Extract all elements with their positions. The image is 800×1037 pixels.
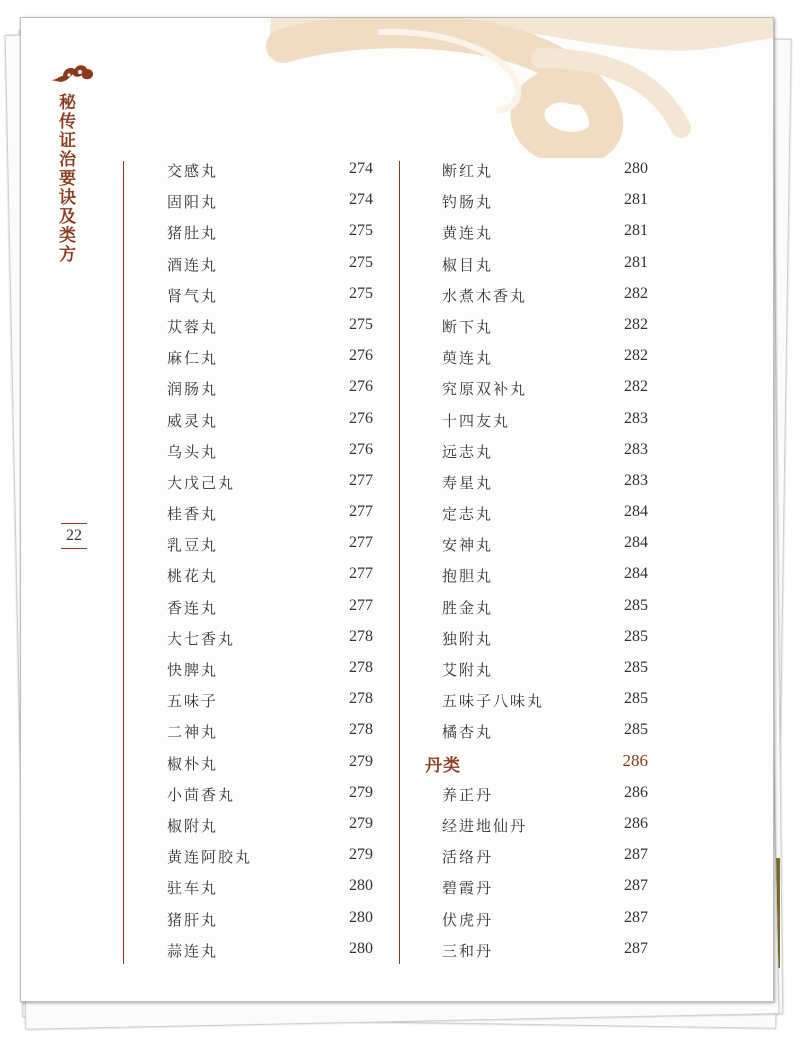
toc-entry [167, 841, 373, 872]
entry-page: 279 [349, 814, 373, 832]
entry-name: 伏虎丹 [442, 910, 494, 929]
toc-entry [167, 280, 373, 311]
toc-entry [167, 217, 373, 248]
column-divider-left [123, 161, 124, 964]
toc-entry [167, 904, 373, 935]
entry-page: 276 [349, 378, 373, 396]
toc-entry [426, 872, 648, 903]
entry-page: 285 [624, 659, 648, 676]
entry-page: 274 [349, 191, 373, 209]
entry-name: 椒朴丸 [167, 754, 219, 773]
entry-page: 282 [624, 284, 648, 302]
toc-entry [426, 280, 648, 311]
entry-page: 287 [624, 908, 648, 926]
toc-entry [167, 249, 373, 280]
entry-name: 小茴香丸 [167, 785, 236, 804]
entry-name: 二神丸 [167, 723, 219, 742]
entry-page: 283 [624, 440, 648, 458]
entry-name: 十四友丸 [442, 411, 511, 430]
entry-name: 固阳丸 [167, 193, 219, 212]
toc-entry [426, 685, 648, 716]
toc-entry [167, 405, 373, 436]
toc-entry [426, 498, 648, 529]
page-number: 22 [66, 527, 82, 544]
toc-entry [426, 405, 648, 436]
entry-name: 碧霞丹 [442, 879, 494, 898]
entry-name: 活络丹 [442, 848, 494, 867]
toc-entry [167, 872, 373, 903]
toc-entry [426, 467, 648, 498]
toc-entry [167, 810, 373, 841]
entry-page: 281 [624, 191, 648, 209]
entry-name: 润肠丸 [167, 380, 219, 399]
toc-entry [426, 560, 648, 591]
entry-page: 279 [349, 846, 373, 864]
entry-page: 277 [349, 534, 373, 552]
entry-name: 乌头丸 [167, 442, 219, 461]
toc-entry [426, 623, 648, 654]
entry-name: 交感丸 [167, 162, 219, 180]
entry-page: 280 [624, 160, 648, 177]
toc-entry [426, 217, 648, 248]
entry-page: 285 [624, 690, 648, 708]
entry-name: 酒连丸 [167, 255, 219, 274]
entry-page: 276 [349, 440, 373, 458]
entry-page: 275 [349, 222, 373, 240]
entry-page: 278 [349, 690, 373, 708]
entry-name: 猪肚丸 [167, 224, 219, 243]
toc-entry [167, 186, 373, 217]
auspicious-cloud-icon [49, 62, 95, 84]
toc-entry [167, 373, 373, 404]
entry-page: 281 [624, 222, 648, 240]
entry-page: 287 [624, 877, 648, 895]
book-page [20, 17, 774, 1002]
entry-page: 283 [624, 471, 648, 489]
entry-page: 279 [349, 752, 373, 770]
toc-entry [426, 342, 648, 373]
entry-page: 287 [624, 939, 648, 957]
entry-page: 274 [349, 160, 373, 177]
entry-name: 桃花丸 [167, 567, 219, 586]
entry-page: 284 [624, 534, 648, 552]
section-heading-page: 286 [622, 750, 648, 770]
entry-name: 肾气丸 [167, 286, 219, 305]
toc-entry [167, 935, 373, 966]
page-number-block [61, 523, 87, 549]
entry-name: 猪肝丸 [167, 910, 219, 929]
entry-page: 282 [624, 347, 648, 365]
toc-entry [426, 904, 648, 935]
section-heading [426, 748, 648, 779]
entry-name: 抱胆丸 [442, 567, 494, 586]
entry-name: 苁蓉丸 [167, 317, 219, 336]
entry-name: 究原双补丸 [442, 380, 528, 399]
entry-name: 威灵丸 [167, 411, 219, 430]
wave-ornament-icon [21, 18, 773, 158]
toc-entry [167, 311, 373, 342]
entry-page: 275 [349, 315, 373, 333]
entry-name: 五味子八味丸 [442, 692, 545, 711]
entry-name: 驻车丸 [167, 879, 219, 898]
entry-page: 277 [349, 471, 373, 489]
toc-entry [167, 748, 373, 779]
entry-page: 284 [624, 503, 648, 521]
toc-entry [167, 560, 373, 591]
entry-page: 280 [349, 939, 373, 957]
entry-name: 椒目丸 [442, 255, 494, 274]
toc-entry [426, 155, 648, 186]
entry-page: 280 [349, 908, 373, 926]
entry-name: 蒜连丸 [167, 941, 219, 960]
toc-entry [426, 841, 648, 872]
entry-name: 寿星丸 [442, 473, 494, 492]
entry-name: 钓肠丸 [442, 193, 494, 212]
toc-entry [426, 810, 648, 841]
entry-name: 黄连丸 [442, 224, 494, 243]
entry-page: 275 [349, 253, 373, 271]
entry-name: 艾附丸 [442, 661, 494, 679]
entry-page: 284 [624, 565, 648, 583]
entry-page: 285 [624, 721, 648, 739]
toc-entry [167, 342, 373, 373]
entry-name: 独附丸 [442, 629, 494, 648]
entry-page: 279 [349, 783, 373, 801]
entry-name: 胜金丸 [442, 598, 494, 617]
toc-entry [167, 716, 373, 747]
toc-entry [167, 529, 373, 560]
entry-name: 椒附丸 [167, 816, 219, 835]
entry-page: 283 [624, 409, 648, 427]
entry-page: 282 [624, 378, 648, 396]
toc-entry [167, 498, 373, 529]
entry-name: 麻仁丸 [167, 349, 219, 368]
entry-page: 287 [624, 846, 648, 864]
toc-entry [426, 373, 648, 404]
toc-entry [426, 935, 648, 966]
entry-page: 285 [624, 627, 648, 645]
entry-name: 桂香丸 [167, 505, 219, 524]
toc-entry [167, 436, 373, 467]
entry-page: 286 [624, 814, 648, 832]
toc-entry [426, 779, 648, 810]
entry-page: 282 [624, 315, 648, 333]
entry-name: 养正丹 [442, 785, 494, 804]
toc-entry [167, 685, 373, 716]
entry-name: 断下丸 [442, 317, 494, 336]
toc-entry [426, 249, 648, 280]
entry-name: 远志丸 [442, 442, 494, 461]
entry-name: 定志丸 [442, 505, 494, 524]
entry-page: 277 [349, 565, 373, 583]
toc-entry [426, 529, 648, 560]
toc-column-right [426, 155, 648, 966]
entry-page: 281 [624, 253, 648, 271]
toc-entry [426, 311, 648, 342]
entry-name: 香连丸 [167, 598, 219, 617]
entry-page: 278 [349, 659, 373, 676]
entry-page: 286 [624, 783, 648, 801]
page-number-rule-bottom [61, 548, 87, 549]
toc-entry [167, 654, 373, 685]
entry-name: 三和丹 [442, 941, 494, 960]
entry-name: 五味子 [167, 692, 219, 711]
entry-page: 280 [349, 877, 373, 895]
entry-name: 安神丸 [442, 536, 494, 555]
toc-entry [167, 155, 373, 186]
entry-page: 277 [349, 596, 373, 614]
toc-entry [426, 186, 648, 217]
entry-name: 大七香丸 [167, 629, 236, 648]
toc-entry [426, 716, 648, 747]
entry-name: 橘杏丸 [442, 723, 494, 742]
toc-column-left [167, 155, 373, 966]
book-title: 秘传证治要诀及类方 [59, 93, 77, 265]
toc-entry [426, 592, 648, 623]
entry-page: 276 [349, 409, 373, 427]
entry-name: 黄连阿胶丸 [167, 848, 253, 867]
entry-name: 萸连丸 [442, 349, 494, 368]
toc-entry [167, 592, 373, 623]
column-divider-right [399, 161, 400, 964]
entry-page: 285 [624, 596, 648, 614]
entry-name: 经进地仙丹 [442, 816, 528, 835]
toc-entry [167, 779, 373, 810]
entry-name: 大戊己丸 [167, 473, 236, 492]
entry-name: 乳豆丸 [167, 536, 219, 555]
toc-entry [167, 467, 373, 498]
entry-name: 快脾丸 [167, 661, 219, 679]
entry-page: 277 [349, 503, 373, 521]
entry-page: 275 [349, 284, 373, 302]
entry-name: 水煮木香丸 [442, 286, 528, 305]
entry-name: 断红丸 [442, 162, 494, 180]
toc-entry [426, 436, 648, 467]
entry-page: 278 [349, 627, 373, 645]
section-heading-title: 丹类 [425, 755, 461, 776]
entry-page: 278 [349, 721, 373, 739]
toc-entry [167, 623, 373, 654]
toc-entry [426, 654, 648, 685]
entry-page: 276 [349, 347, 373, 365]
